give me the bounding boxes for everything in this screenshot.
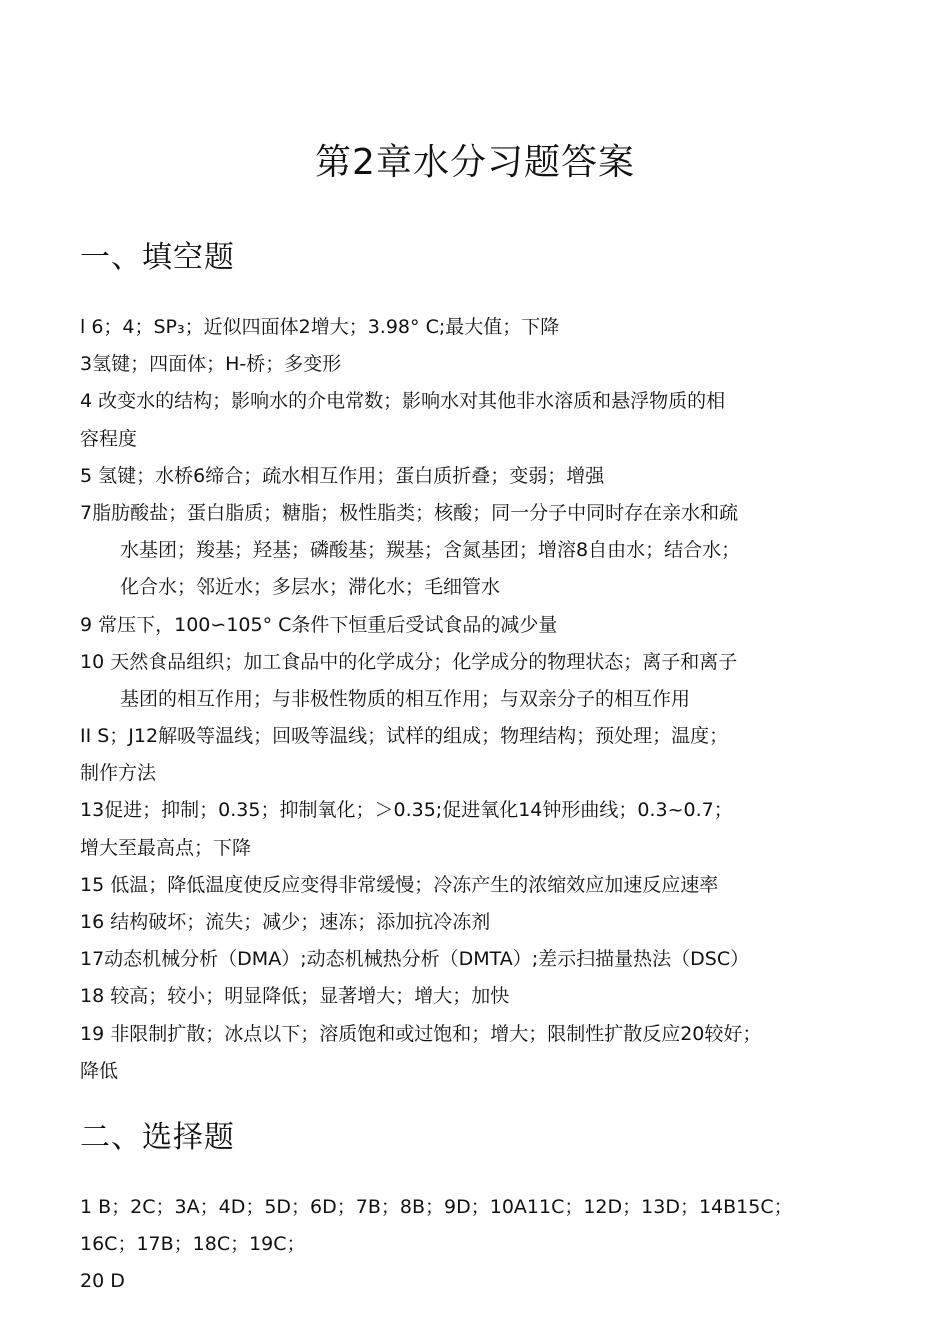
answer-line: 16 结构破坏；流失；减少；速冻；添加抗冷冻剂 xyxy=(80,911,491,933)
answer-line: 容程度 xyxy=(80,427,138,450)
answer-line: 制作方法 xyxy=(80,762,157,785)
answer-line: 1 B；2C；3A；4D；5D；6D；7B；8B；9D；10A11C；12D；13D；14B15C； xyxy=(80,1196,793,1218)
answer-line: 基团的相互作用；与非极性物质的相互作用；与双亲分子的相互作用 xyxy=(120,687,691,710)
answer-line: 水基团；羧基；羟基；磷酸基；羰基；含氮基团；增溶8自由水；结合水； xyxy=(120,539,741,562)
answer-line: 20 D xyxy=(80,1270,125,1293)
answer-line: 9 常压下，100∽105° C条件下恒重后受试食品的减少量 xyxy=(80,613,558,636)
answer-line: 5 氢键；水桥6缔合；疏水相互作用；蛋白质折叠；变弱；增强 xyxy=(80,464,605,487)
answer-line: 16C；17B；18C；19C； xyxy=(80,1233,306,1256)
answer-line: 3氢键；四面体；H-桥；多变形 xyxy=(80,353,342,376)
answer-line: 17动态机械分析（DMA）;动态机械热分析（DMTA）;差示扫描量热法（DSC） xyxy=(80,948,750,971)
answer-line: 19 非限制扩散；冰点以下；溶质饱和或过饱和；增大；限制性扩散反应20较好； xyxy=(80,1022,762,1045)
answer-line: 4 改变水的结构；影响水的介电常数；影响水对其他非水溶质和悬浮物质的相 xyxy=(80,390,726,413)
answer-line: 增大至最高点；下降 xyxy=(80,836,252,859)
answer-line: 10 天然食品组织；加工食品中的化学成分；化学成分的物理状态；离子和离子 xyxy=(80,650,738,673)
section-heading-fill-in: 一、填空题 xyxy=(80,240,235,275)
answer-line: 降低 xyxy=(80,1059,119,1082)
answer-line: II S；J12解吸等温线；回吸等温线；试样的组成；物理结构；预处理；温度； xyxy=(80,725,729,748)
answer-line: 7脂肪酸盐；蛋白脂质；糖脂；极性脂类；核酸；同一分子中同时存在亲水和疏 xyxy=(80,501,739,524)
section-heading-multiple-choice: 二、选择题 xyxy=(80,1120,235,1155)
answer-line: 18 较高；较小；明显降低；显著增大；增大；加快 xyxy=(80,985,510,1008)
answer-line: l 6；4；SP₃；近似四面体2增大；3.98° C;最大值；下降 xyxy=(80,316,560,338)
answer-line: 15 低温；降低温度使反应变得非常缓慢；冷冻产生的浓缩效应加速反应速率 xyxy=(80,873,719,896)
answer-line: 化合水；邻近水；多层水；滞化水；毛细管水 xyxy=(120,576,501,599)
answer-line: 13促进；抑制；0.35；抑制氧化；＞0.35;促进氧化14钟形曲线；0.3~0.7； xyxy=(80,799,733,822)
fill-in-answers xyxy=(80,309,900,1090)
page-title: 第2章水分习题答案 xyxy=(315,142,635,183)
multiple-choice-answers xyxy=(80,1189,900,1301)
